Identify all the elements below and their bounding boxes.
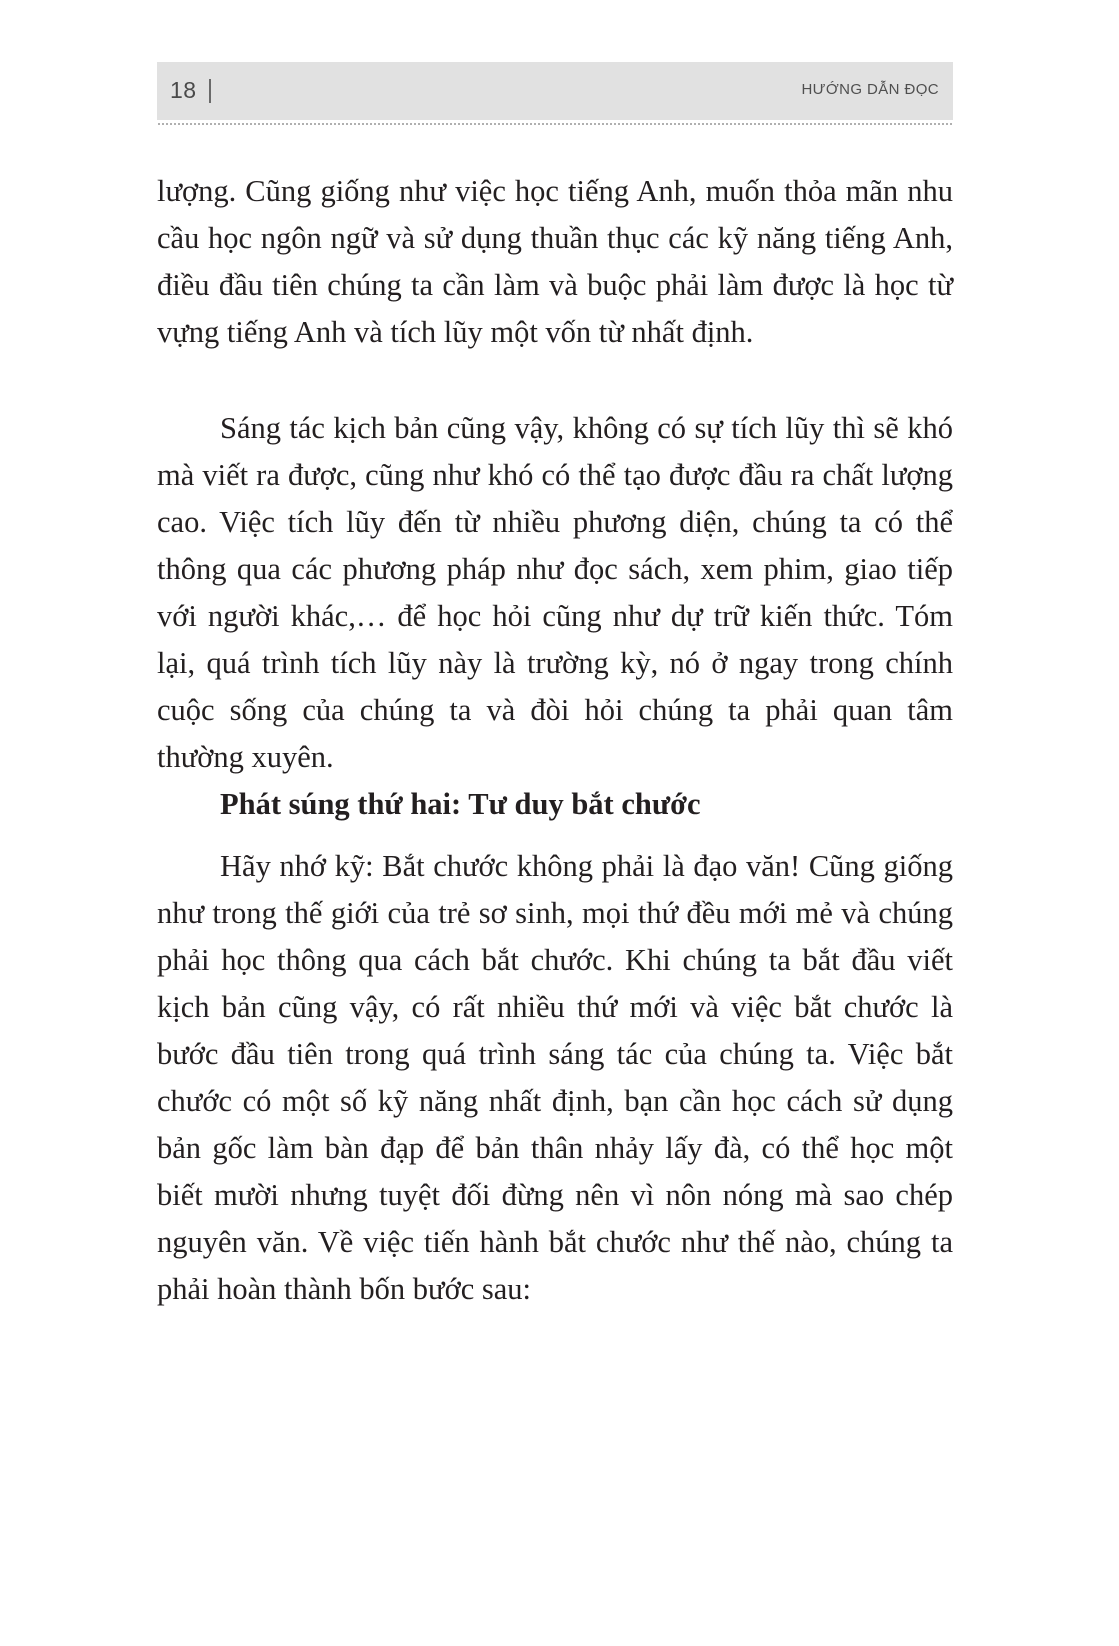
page-number: 18 (170, 77, 197, 103)
paragraph-accumulation: Sáng tác kịch bản cũng vậy, không có sự tích lũy thì sẽ khó mà viết ra được, cũng như khó có thể tạo được đầu ra chất lượng cao. Việc tích lũy đến từ nhiều phương diện, chúng ta có thể thông qua các phương pháp như đọc sách, xem phim, giao tiếp với người khác,… để học hỏi cũng như dự trữ kiến thức. Tóm lại, quá trình tích lũy này là trường kỳ, nó ở ngay trong chính cuộc sống của chúng ta và đòi hỏi chúng ta phải quan tâm thường xuyên. (157, 411, 953, 774)
header-dotted-rule (157, 123, 953, 125)
paragraph-continuation: lượng. Cũng giống như việc học tiếng Anh, muốn thỏa mãn nhu cầu học ngôn ngữ và sử dụng thuần thục các kỹ năng tiếng Anh, điều đầu tiên chúng ta cần làm và buộc phải làm được là học từ vựng tiếng Anh và tích lũy một vốn từ nhất định. (157, 174, 953, 349)
subheading-second-shot: Phát súng thứ hai: Tư duy bắt chước (220, 787, 701, 821)
paragraph-imitation: Hãy nhớ kỹ: Bắt chước không phải là đạo văn! Cũng giống như trong thế giới của trẻ sơ sinh, mọi thứ đều mới mẻ và chúng phải học thông qua cách bắt chước. Khi chúng ta bắt đầu viết kịch bản cũng vậy, có rất nhiều thứ mới và việc bắt chước là bước đầu tiên trong quá trình sáng tác của chúng ta. Việc bắt chước có một số kỹ năng nhất định, bạn cần học cách sử dụng bản gốc làm bàn đạp để bản thân nhảy lấy đà, có thể học một biết mười nhưng tuyệt đối đừng nên vì nôn nóng mà sao chép nguyên văn. Về việc tiến hành bắt chước như thế nào, chúng ta phải hoàn thành bốn bước sau: (157, 849, 953, 1306)
header-separator (209, 79, 211, 103)
section-title: HƯỚNG DẪN ĐỌC (801, 81, 939, 98)
running-header (157, 62, 953, 120)
